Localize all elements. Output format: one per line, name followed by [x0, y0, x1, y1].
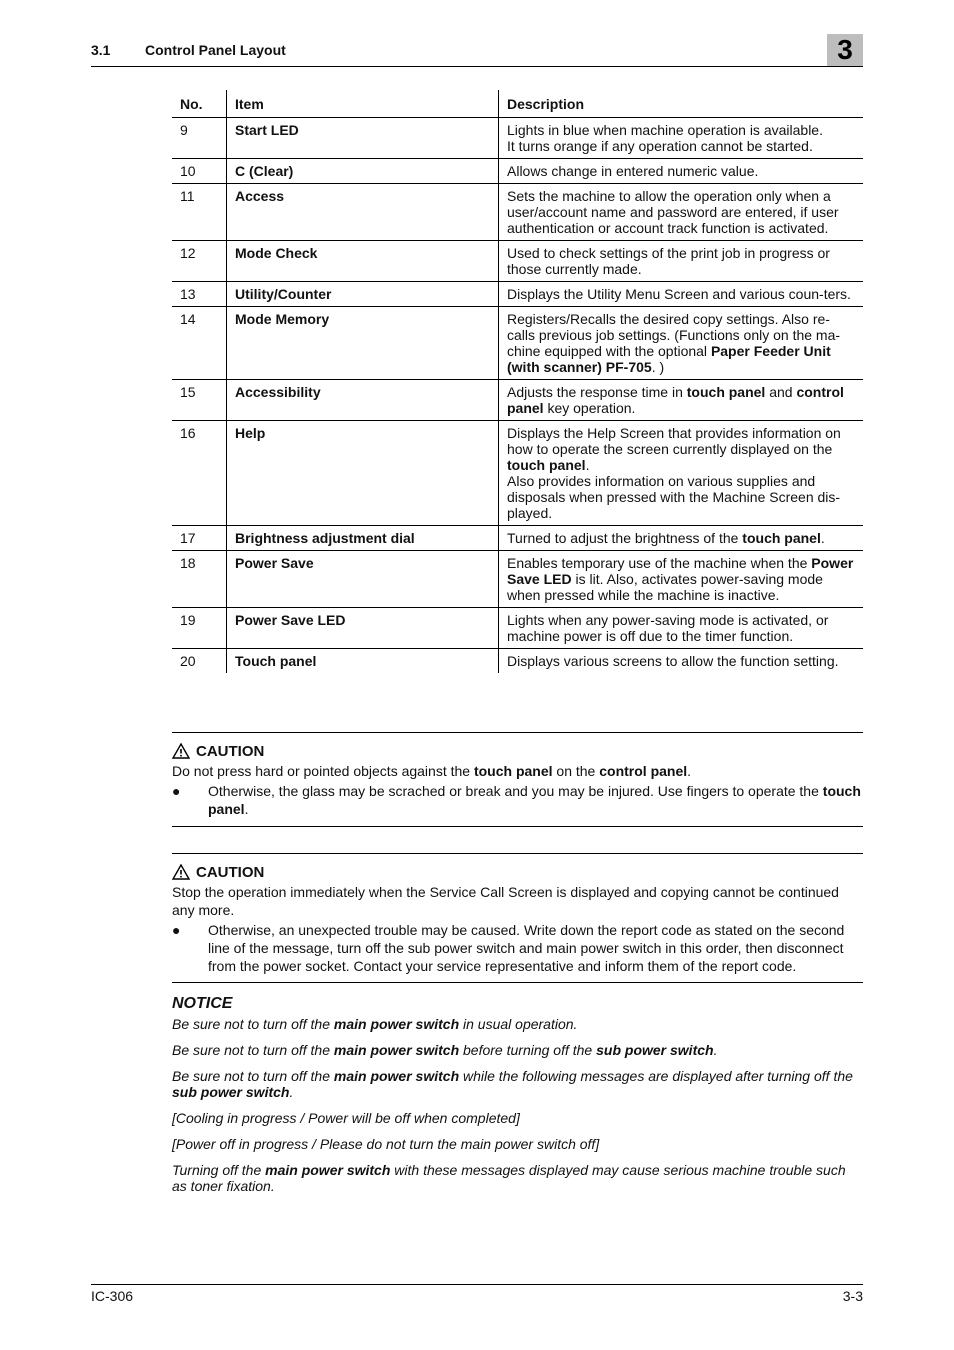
table-row	[172, 526, 863, 551]
row-description: Displays the Utility Menu Screen and various coun-ters.	[499, 282, 864, 307]
section-number: 3.1	[91, 42, 111, 58]
section-title: Control Panel Layout	[145, 42, 286, 58]
caution-title-text: CAUTION	[196, 743, 265, 760]
notice-paragraph: Be sure not to turn off the main power switch while the following messages are displayed after turning off the sub power switch.	[172, 1068, 853, 1100]
row-number: 18	[172, 551, 227, 608]
table-body	[172, 118, 863, 674]
row-description: Lights in blue when machine operation is available. It turns orange if any operation cannot be started.	[499, 118, 864, 159]
row-description: Displays various screens to allow the function setting.	[507, 653, 839, 669]
footer-page-number: 3-3	[842, 1288, 863, 1304]
col-header-description: Description	[499, 90, 864, 118]
row-number: 14	[172, 307, 227, 380]
row-description: Registers/Recalls the desired copy settings. Also re-calls previous job settings. (Functions only on the ma-chine equipped with the optional Paper Feeder Unit (with scanner) PF-705. )	[499, 307, 864, 380]
row-number: 13	[172, 282, 227, 307]
warning-triangle-icon	[172, 864, 190, 880]
table-row	[172, 551, 863, 608]
table-row	[172, 282, 863, 307]
table-row	[172, 649, 863, 674]
caution-title	[172, 742, 863, 762]
caution-bullet-text: Otherwise, an unexpected trouble may be caused. Write down the report code as stated on the second line of the message, turn off the sub power switch and main power switch in this order, then disconnect from the power socket. Contact your service representative and inform them of the report code.	[208, 922, 845, 974]
bullet-symbol: ●	[172, 783, 181, 799]
caution-bullet	[172, 921, 863, 975]
row-number: 19	[172, 608, 227, 649]
row-item: Mode Check	[227, 241, 499, 282]
col-header-item: Item	[227, 90, 499, 118]
row-number: 9	[172, 118, 227, 159]
row-number: 16	[172, 421, 227, 526]
row-item: Brightness adjustment dial	[227, 526, 499, 551]
row-description: Adjusts the response time in touch panel and control panel key operation.	[499, 380, 864, 421]
notice-paragraph: Turning off the main power switch with these messages displayed may cause serious machine trouble such as toner fixation.	[172, 1162, 846, 1194]
table-row	[172, 118, 863, 159]
row-description: Used to check settings of the print job in progress or those currently made.	[499, 241, 864, 282]
row-number: 10	[172, 159, 227, 184]
table-row	[172, 184, 863, 241]
caution-box-service-call	[172, 853, 863, 983]
row-description: Allows change in entered numeric value.	[499, 159, 864, 184]
row-item: Mode Memory	[227, 307, 499, 380]
caution-bullet-text: Otherwise, the glass may be scrached or break and you may be injured. Use fingers to operate the touch panel.	[208, 783, 861, 817]
row-item: Start LED	[227, 118, 499, 159]
table-row	[172, 241, 863, 282]
row-number: 20	[172, 649, 227, 674]
row-description: Enables temporary use of the machine when the Power Save LED is lit. Also, activates power-saving mode when pressed while the machine is inactive.	[499, 551, 864, 608]
row-number: 12	[172, 241, 227, 282]
caution-bullet	[172, 782, 863, 818]
notice-paragraph: Be sure not to turn off the main power switch before turning off the sub power switch.	[172, 1042, 718, 1058]
caution-title	[172, 863, 863, 883]
notice-paragraph: [Power off in progress / Please do not turn the main power switch off]	[172, 1136, 600, 1152]
row-item: Power Save	[227, 551, 499, 608]
table-row	[172, 421, 863, 526]
row-description: Lights when any power-saving mode is activated, or machine power is off due to the timer function.	[499, 608, 864, 649]
col-header-no: No.	[172, 90, 227, 118]
row-item: Access	[227, 184, 499, 241]
caution-box-touch-panel	[172, 732, 863, 827]
control-panel-table	[172, 90, 863, 673]
warning-triangle-icon	[172, 743, 190, 759]
row-item: Help	[227, 421, 499, 526]
table-row	[172, 307, 863, 380]
notice-paragraph: Be sure not to turn off the main power switch in usual operation.	[172, 1016, 578, 1032]
page-header	[91, 34, 863, 67]
footer-model: IC-306	[91, 1288, 134, 1304]
row-item: Accessibility	[227, 380, 499, 421]
notice-section	[172, 996, 863, 1204]
row-item: Power Save LED	[227, 608, 499, 649]
row-description: Displays the Help Screen that provides information on how to operate the screen currently displayed on the touch panel. Also provides information on various supplies and disposals when pressed with the Machine Screen dis-played.	[499, 421, 864, 526]
row-number: 17	[172, 526, 227, 551]
notice-body	[172, 1016, 863, 1194]
row-number: 15	[172, 380, 227, 421]
row-description: Turned to adjust the brightness of the touch panel.	[499, 526, 864, 551]
notice-title: NOTICE	[172, 995, 233, 1012]
notice-paragraph: [Cooling in progress / Power will be off when completed]	[172, 1110, 520, 1126]
row-description: Sets the machine to allow the operation only when a user/account name and password are entered, if user authentication or account track function is activated.	[499, 184, 864, 241]
page-footer	[91, 1284, 863, 1304]
table-row	[172, 608, 863, 649]
chapter-badge: 3	[827, 34, 863, 66]
table-header-row	[172, 90, 863, 118]
bullet-symbol: ●	[172, 922, 181, 938]
row-number: 11	[172, 184, 227, 241]
caution-text: Stop the operation immediately when the Service Call Screen is displayed and copying cannot be continued any more.	[172, 884, 839, 918]
table-row	[172, 380, 863, 421]
row-item: C (Clear)	[227, 159, 499, 184]
caution-title-text: CAUTION	[196, 864, 265, 881]
table-row	[172, 159, 863, 184]
row-item: Utility/Counter	[227, 282, 499, 307]
caution-text: Do not press hard or pointed objects against the touch panel on the control panel.	[172, 763, 692, 779]
row-item: Touch panel	[227, 649, 499, 674]
